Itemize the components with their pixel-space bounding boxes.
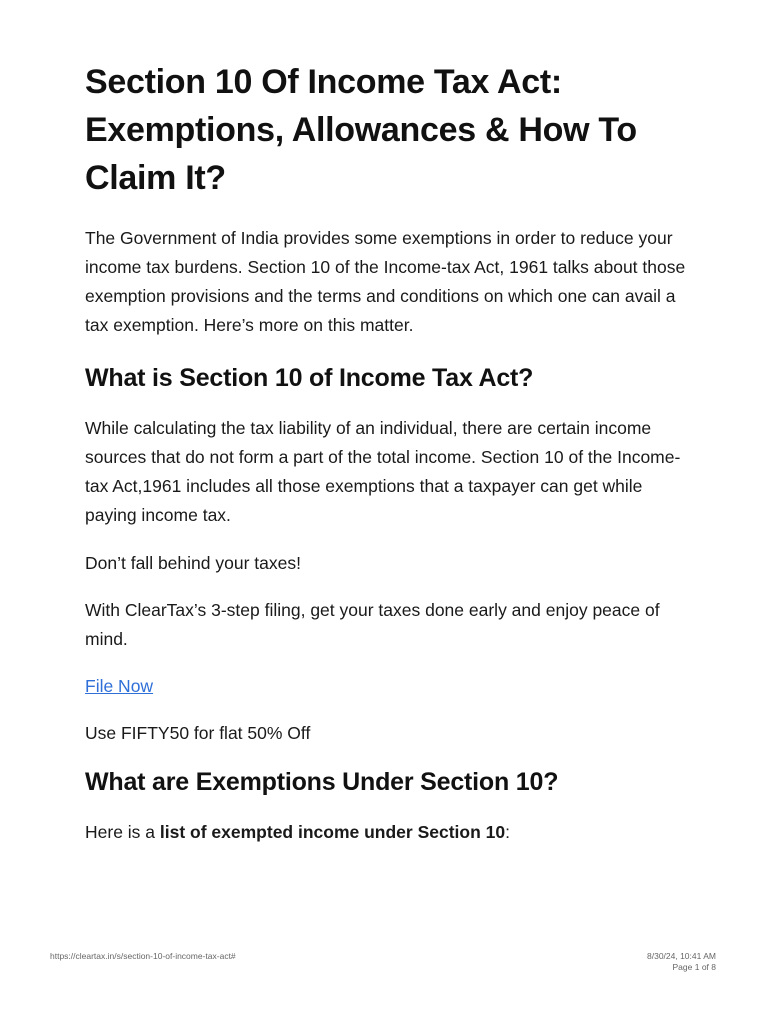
coupon-text: Use FIFTY50 for flat 50% Off [85, 723, 311, 743]
article [85, 58, 695, 865]
lead-bold: list of exempted income under Section 10 [159, 822, 506, 842]
footer-page-number: Page 1 of 8 [672, 962, 716, 972]
footer-timestamp: 8/30/24, 10:41 AM [647, 951, 716, 961]
section-1-heading: What is Section 10 of Income Tax Act? [85, 364, 534, 392]
section-2-heading: What are Exemptions Under Section 10? [85, 768, 559, 796]
lead-suffix: : [505, 822, 510, 842]
footer-url: https://cleartax.in/s/section-10-of-income-tax-act# [50, 951, 236, 961]
file-now-row [85, 672, 695, 701]
file-now-link[interactable]: File Now [85, 676, 154, 696]
page-title: Section 10 Of Income Tax Act: Exemptions, Allowances & How To Claim It? [85, 63, 637, 197]
promo-body: With ClearTax’s 3-step filing, get your taxes done early and enjoy peace of mind. [85, 600, 660, 649]
intro-paragraph: The Government of India provides some exemptions in order to reduce your income tax burdens. Section 10 of the Income-tax Act, 1961 talks about those exemption provisions and the terms and conditions on which one can avail a tax exemption. Here’s more on this matter. [85, 228, 686, 335]
footer-meta [647, 951, 716, 973]
section-2-lead [85, 818, 695, 847]
lead-prefix: Here is a [85, 822, 160, 842]
promo-headline: Don’t fall behind your taxes! [85, 553, 301, 573]
section-1-paragraph: While calculating the tax liability of an individual, there are certain income sources that do not form a part of the total income. Section 10 of the Income-tax Act,1961 includes all those exemptions that a taxpayer can get while paying income tax. [85, 418, 681, 525]
